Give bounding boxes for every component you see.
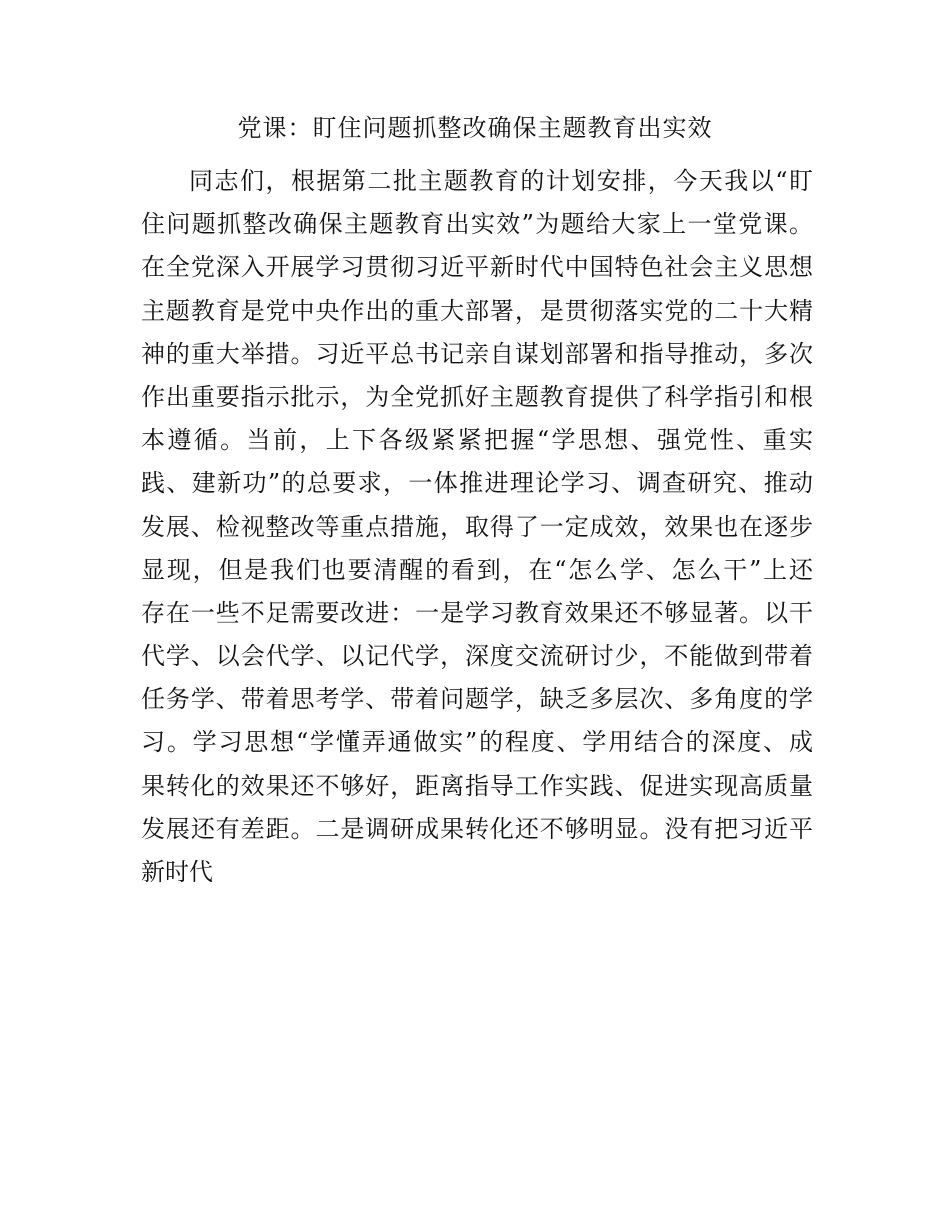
paragraph-line: 神的重大举措。习近平总书记亲自谋划部署和指导推动，多次 <box>141 339 813 368</box>
paragraph-line: 住问题抓整改确保主题教育出实效”为题给大家上一堂党课。 <box>141 210 813 239</box>
paragraph-line: 习。学习思想“学懂弄通做实”的程度、学用结合的深度、成 <box>141 728 813 757</box>
paragraph-line: 果转化的效果还不够好，距离指导工作实践、促进实现高质量 <box>141 771 813 800</box>
paragraph-line: 发展还有差距。二是调研成果转化还不够明显。没有把习近平 <box>141 814 813 843</box>
body-paragraph <box>141 160 813 894</box>
paragraph-line: 作出重要指示批示，为全党抓好主题教育提供了科学指引和根 <box>141 382 813 411</box>
paragraph-line: 同志们，根据第二批主题教育的计划安排，今天我以“盯 <box>189 167 813 195</box>
paragraph-line: 本遵循。当前，上下各级紧紧把握“学思想、强党性、重实 <box>141 426 813 455</box>
document-title: 党课：盯住问题抓整改确保主题教育出实效 <box>237 114 713 142</box>
paragraph-line: 存在一些不足需要改进：一是学习教育效果还不够显著。以干 <box>141 598 813 627</box>
paragraph-line: 新时代 <box>141 858 213 886</box>
paragraph-line: 代学、以会代学、以记代学，深度交流研讨少，不能做到带着 <box>141 642 813 671</box>
paragraph-line: 在全党深入开展学习贯彻习近平新时代中国特色社会主义思想 <box>141 253 813 282</box>
paragraph-line: 任务学、带着思考学、带着问题学，缺乏多层次、多角度的学 <box>141 685 813 714</box>
paragraph-line: 发展、检视整改等重点措施，取得了一定成效，效果也在逐步 <box>141 512 813 541</box>
paragraph-line: 主题教育是党中央作出的重大部署，是贯彻落实党的二十大精 <box>141 296 813 325</box>
paragraph-line: 践、建新功”的总要求，一体推进理论学习、调查研究、推动 <box>141 469 813 498</box>
paragraph-line: 显现，但是我们也要清醒的看到，在“怎么学、怎么干”上还 <box>141 555 813 584</box>
